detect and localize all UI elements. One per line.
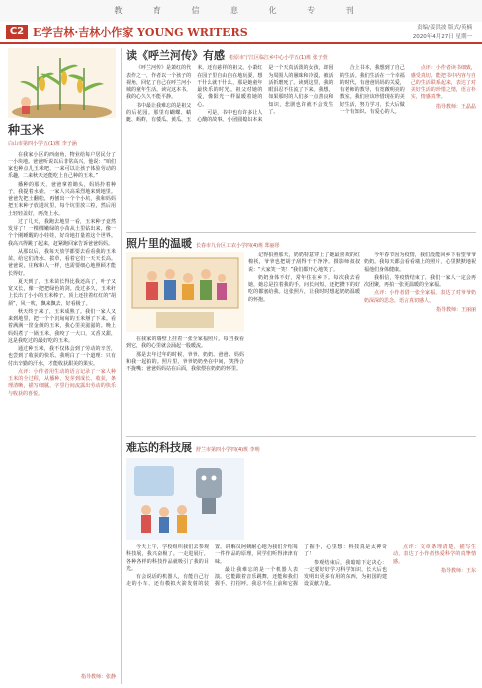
paragraph: 过了几天，我跑去地里一看，玉米种子竟然发芽了！一棵棵嫩绿的小苗从土里钻出来，像一个个刚睡醒的小娃娃，好奇地打量着这个世界。我高兴得跳了起来，赶紧跑回家告诉爸爸妈妈。 [8, 218, 116, 247]
paragraph: 最让我难忘的是一个机器人表演。它能跟着音乐跳舞，还能和我们握手、打招呼。我忍不住上前和它握了握手，心里想：科技真是太神奇了！ [215, 544, 387, 588]
exhibit-illustration [126, 458, 244, 540]
book-body [126, 65, 476, 223]
paragraph: 在我家小区的西南角，物业给每户居民分了一小块地。爸爸听说以后非常高兴，他说：“咱们家也种点儿玉米吧，一来可以让孩子体验劳动的乐趣，二来秋天还能吃上自己种的玉米。” [8, 151, 116, 180]
paragraph: 书中最让我难忘的是祖父的后花园。那里有蝴蝶、蜻蜓、蚂蚱，有倭瓜、黄瓜、玉米，还有慈祥的祖父。小萧红在园子里自由自在地玩耍，想干什么就干什么，那是她童年最快乐的时光。祖父对她的爱，像阳光一样温暖着她的心。 [126, 65, 263, 123]
exhibit-byline: 舒兰市第四小学四(4)班 李明 [196, 447, 260, 453]
book-byline: 松原市宁江区临江乡中心小学五(1)班 张子萱 [229, 55, 328, 61]
corn-byline: 白山市第四小学五(1)班 李子涵 [8, 141, 77, 148]
paragraph: 播种的那天，爸爸拿着锄头，妈妈拎着种子，我提着水壶，一家人兴高采烈地来到地里。爸爸先把土翻松，再刨出一个个小坑，我和妈妈把玉米种子放进坑里，每个坑里放三粒，然后用土轻轻盖好，再浇上水。 [8, 181, 116, 217]
photo-body-left [126, 336, 244, 432]
photo-illustration [126, 252, 244, 332]
photo-comment: 点评：小作者借一张全家福，表达了对爷爷奶奶深深的思念，语言真切感人。 [364, 290, 476, 304]
paragraph: 《呼兰河传》是萧红的代表作之一，作者以一个孩子的视角，回忆了自己在呼兰河小城的童年生活。读完这本书，我的心久久不能平静。 [126, 65, 192, 101]
corn-body [8, 152, 116, 398]
paragraph: 秋天终于来了，玉米成熟了。我们一家人又来到地里，把一个个沉甸甸的玉米掰了下来。看着满满一筐金黄的玉米，我心里美滋滋的。晚上妈妈煮了一锅玉米，我咬了一大口，又香又甜，这是我吃过的最好吃的玉米。 [8, 308, 116, 344]
paragraph: 合上书本，我想到了自己的生活。我们生活在一个幸福的时代，有爸爸妈妈的关爱，有老师的教导，有宽敞明亮的教室。我们应该珍惜现在的美好生活，努力学习，长大后做一个有知识、有爱心的人。 [339, 65, 405, 115]
exhibit-title: 难忘的科技展 [126, 441, 192, 454]
book-review-article [126, 48, 476, 228]
paragraph: 可是，书中也有许多让人心酸的故事。小团圆媳妇本来是一个天真活泼的女孩，却因为周围人的愚昧和冷漠，被活活折磨死了。读到这里，我的眼泪忍不住流了下来。我想，如果那时的人们多一点善良和知识，悲剧也许就不会发生了。 [197, 65, 334, 123]
corn-teacher: 指导教师：张静 [80, 674, 116, 680]
paragraph: 奶奶身体不好，常年住在乡下。每次我去看她，她总是拉着我的手，问长问短，还把攒下的好吃的都塞给我。这张照片，让我时时想起奶奶温暖的怀抱。 [248, 274, 360, 303]
paragraph: 记得拍照那天，奶奶特意穿上了她最喜欢的红棉袄，爷爷也把胡子刮得干干净净。摄影师叔叔说：“大家笑一笑！”我们都开心地笑了。 [248, 252, 360, 273]
corn-article [8, 122, 116, 622]
photo-body-mid [248, 252, 360, 432]
photo-teacher: 指导教师：王丽丽 [435, 306, 476, 313]
paragraph: 今天上午，学校组织我们去参观科技展，我兴奋极了。一走进展厅，各种各样的科技作品就吸引了我的目光。 [126, 544, 209, 572]
corn-illustration [8, 48, 116, 118]
paragraph: 从那以后，我每天放学都要去看看我的玉米苗。给它们浇水、拔草，看着它们一天天长高。爸爸说，庄稼和人一样，也需要细心地照顾才能长得好。 [8, 248, 116, 277]
paragraph: 那是去年过年的时候，爷爷、奶奶、爸爸、妈妈和我一起拍的。照片里，爷爷奶奶坐在中间，笑得合不拢嘴；爸爸妈妈站在后面，我依偎在奶奶的怀里。 [126, 351, 244, 372]
header-meta [413, 24, 472, 42]
section-title: E学吉林·吉林小作家 YOUNG WRITERS [33, 26, 248, 39]
book-comment: 点评：小作者读书细致，感受真切，能把书中内容与自己的生活联系起来，表达了对美好生活的珍惜之情，语言朴实，情感真挚。 [410, 65, 476, 101]
column-rule [121, 48, 122, 684]
exhibit-body [126, 544, 476, 684]
photo-title-row [126, 236, 476, 253]
editor-line: 责编/姜洪波 版式/英楠 [417, 25, 472, 31]
paragraph: 在我家的墙壁上挂着一张全家福照片。每当我看到它，我的心里就会涌起一股暖流。 [126, 336, 244, 350]
masthead-tagline: 教 育 信 息 化 专 刊 [114, 6, 368, 15]
exhibit-teacher: 指导教师：王东 [440, 567, 476, 574]
corn-comment: 点评：小作者用生动的语言记录了一家人种玉米的全过程，从播种、发芽到成长、收获，条理清晰，描写细腻，字里行间流露出劳动的快乐与收获的喜悦。 [8, 368, 116, 397]
paragraph: 我相信，等疫情结束了，我们一家人一定会再次团聚，再拍一张更温暖的全家福。 [364, 274, 476, 288]
paragraph: 参观结束后，我暗暗下定决心：一定要好好学习科学知识，长大后也发明出更多有用的东西，为祖国的建设贡献力量。 [304, 559, 387, 588]
top-strip [0, 0, 482, 22]
book-title-row [126, 48, 476, 65]
photo-title: 照片里的温暖 [126, 237, 192, 250]
paragraph: 夏天到了，玉米苗长得比我还高了，叶子又宽又长，像一把把绿色的剑。没过多久，玉米秆上长出了小小的玉米棒子，顶上还挂着红红的“胡须”，风一吹，飘来飘去，好看极了。 [8, 278, 116, 307]
paragraph: 今年春节因为疫情，我们没能回乡下看望爷爷奶奶。我每天都会看看墙上的照片，心里默默地祝福他们身体健康。 [364, 252, 476, 273]
section-rule [126, 436, 476, 437]
photo-byline: 长春市九台区工农小学四(4)班 郑丽彤 [196, 243, 280, 249]
book-teacher: 指导教师：王晶晶 [435, 103, 476, 110]
photo-body-right [364, 252, 476, 432]
date-line: 2020年4月27日 星期一 [412, 33, 472, 40]
paragraph: 通过种玉米，我不仅体会到了劳动的辛苦，也尝到了收获的快乐。我明白了一个道理：只有付出辛勤的汗水，才能收获甜美的果实。 [8, 346, 116, 367]
section-rule [126, 232, 476, 233]
paragraph: 有会说话的机器人，有能自己行走的小车，还有模拟火箭发射的装置。讲解员阿姨耐心地为我们介绍每一件作品的原理，同学们听得津津有味。 [126, 544, 298, 588]
page-header [0, 22, 482, 44]
page-number: C2 [6, 25, 28, 39]
book-title: 读《呼兰河传》有感 [126, 49, 225, 62]
exhibit-comment: 点评：文章条理清楚，描写生动，表达了小作者热爱科学的真挚情感。 [393, 544, 476, 565]
exhibit-title-row [126, 440, 476, 457]
corn-title: 种玉米 [8, 123, 45, 137]
